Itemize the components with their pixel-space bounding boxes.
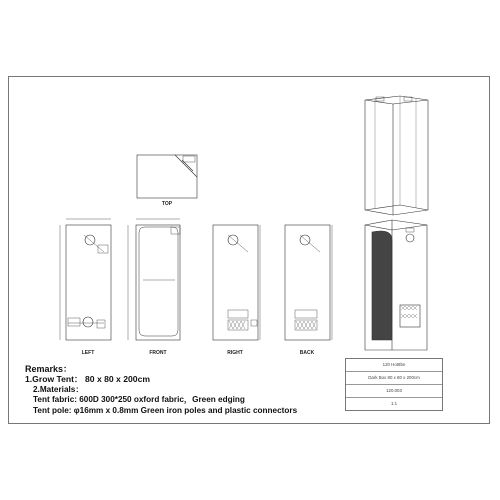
view-label-top: TOP (161, 201, 173, 207)
back-view (285, 225, 332, 340)
remarks-size: 1.Grow Tent： 80 x 80 x 200cm (25, 374, 150, 385)
top-view (137, 155, 197, 198)
right-view (213, 225, 260, 340)
view-label-right: RIGHT (227, 350, 243, 356)
remarks-materials: 2.Materials： (33, 384, 84, 394)
title-block (345, 358, 443, 411)
left-view (60, 219, 111, 340)
title-block-row-1: 120 Hot8bn (346, 359, 442, 372)
remarks-block (25, 364, 297, 416)
view-label-left: LEFT (81, 350, 95, 356)
remarks-fabric: Tent fabric: 600D 300*250 oxford fabric，Green edging (33, 395, 245, 405)
title-block-row-3: 120.003 (346, 385, 442, 398)
tent-frame-3d (365, 96, 428, 215)
title-block-row-2: Dark Box 80 x 80 x 200cm (346, 372, 442, 385)
remarks-pole: Tent pole: φ16mm x 0.8mm Green iron poles and plastic connectors (33, 405, 298, 415)
remarks-title: Remarks： (25, 364, 73, 374)
tent-3d (365, 220, 427, 350)
view-label-back: BACK (299, 350, 315, 356)
front-view (128, 219, 180, 340)
view-label-front: FRONT (149, 350, 167, 356)
title-block-row-4: 1:1 (390, 401, 398, 406)
